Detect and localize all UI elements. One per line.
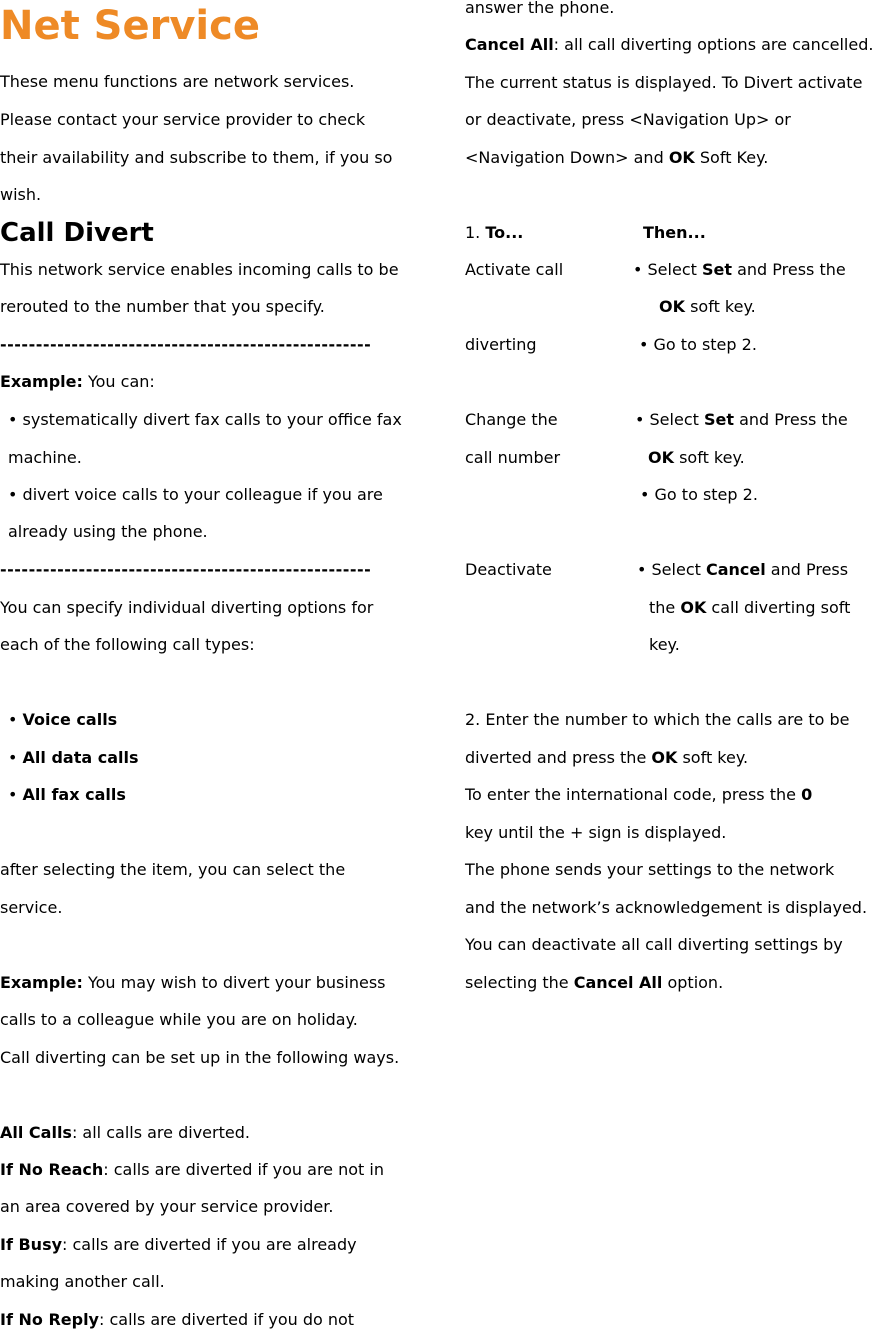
row-3-then-1: • Select Cancel and Press (637, 560, 849, 579)
row-1-then-1-cont: OK soft key. (659, 297, 756, 316)
row-1-action-cont: diverting (465, 335, 537, 354)
options-intro-line-2: each of the following call types: (0, 635, 255, 654)
separator-2: ---------------------------------------------------- (0, 560, 372, 579)
separator: ---------------------------------------------------- (0, 335, 372, 354)
row-3-then-2: the OK call diverting soft (649, 598, 851, 617)
table-header-to: 1. To... (465, 223, 524, 242)
option-if-busy: If Busy: calls are diverted if you are already (0, 1235, 357, 1254)
status-line-1: The current status is displayed. To Divert activate (465, 73, 863, 92)
status-line-3: <Navigation Down> and OK Soft Key. (465, 148, 769, 167)
example-1-bullet-2: • divert voice calls to your colleague if you are (8, 485, 383, 504)
after-select-line-2: service. (0, 898, 63, 917)
option-if-busy-cont: making another call. (0, 1272, 165, 1291)
deactivate-line-2: selecting the Cancel All option. (465, 973, 724, 992)
row-3-action: Deactivate (465, 560, 552, 579)
option-if-no-reach: If No Reach: calls are diverted if you are not in (0, 1160, 384, 1179)
section-intro-line-2: rerouted to the number that you specify. (0, 297, 325, 316)
example-1-bullet-1-cont: machine. (8, 448, 82, 467)
call-type-fax: • All fax calls (8, 785, 126, 804)
intl-code-line-1: To enter the international code, press the 0 (465, 785, 813, 804)
table-header-then: Then... (643, 223, 706, 242)
call-type-data: • All data calls (8, 748, 139, 767)
example-1 (0, 372, 155, 392)
section-intro-line-1: This network service enables incoming calls to be (0, 260, 399, 279)
option-all-calls: All Calls: all calls are diverted. (0, 1123, 250, 1142)
example-1-text: You can: (82, 372, 155, 391)
example-2: Example: You may wish to divert your business (0, 973, 386, 992)
intro-line-3: their availability and subscribe to them, if you so (0, 148, 393, 167)
option-if-no-reach-cont: an area covered by your service provider. (0, 1197, 334, 1216)
example-1-bullet-1: • systematically divert fax calls to your office fax (8, 410, 402, 429)
options-intro-line-1: You can specify individual diverting options for (0, 598, 374, 617)
example-2-label: Example: (0, 973, 83, 992)
row-1-then-1: • Select Set and Press the (633, 260, 846, 279)
row-1-then-2: • Go to step 2. (639, 335, 757, 354)
example-1-bullet-2-cont: already using the phone. (8, 522, 208, 541)
page-title: Net Service (0, 3, 260, 49)
continued-line: answer the phone. (465, 0, 615, 17)
deactivate-line-1: You can deactivate all call diverting settings by (465, 935, 843, 954)
example-1-label: Example: (0, 372, 83, 391)
status-line-2: or deactivate, press <Navigation Up> or (465, 110, 791, 129)
row-1-action: Activate call (465, 260, 564, 279)
section-title: Call Divert (0, 218, 154, 248)
after-select-line-1: after selecting the item, you can select the (0, 860, 346, 879)
option-if-no-reply: If No Reply: calls are diverted if you do not (0, 1310, 355, 1329)
row-2-then-1: • Select Set and Press the (635, 410, 848, 429)
row-3-then-3: key. (649, 635, 680, 654)
row-2-action-cont: call number (465, 448, 561, 467)
intro-line-4: wish. (0, 185, 42, 204)
intro-line-2: Please contact your service provider to check (0, 110, 366, 129)
send-line-2: and the network’s acknowledgement is displayed. (465, 898, 868, 917)
call-type-voice: • Voice calls (8, 710, 118, 729)
example-2-line-3: Call diverting can be set up in the following ways. (0, 1048, 400, 1067)
intl-code-line-2: key until the + sign is displayed. (465, 823, 727, 842)
row-2-then-1-cont: OK soft key. (648, 448, 745, 467)
row-2-action: Change the (465, 410, 558, 429)
step-2-line-2: diverted and press the OK soft key. (465, 748, 749, 767)
send-line-1: The phone sends your settings to the network (465, 860, 835, 879)
step-2-line-1: 2. Enter the number to which the calls are to be (465, 710, 850, 729)
row-2-then-2: • Go to step 2. (640, 485, 758, 504)
option-cancel-all: Cancel All: all call diverting options are cancelled. (465, 35, 874, 54)
example-2-line-2: calls to a colleague while you are on holiday. (0, 1010, 358, 1029)
intro-line-1: These menu functions are network services. (0, 72, 355, 91)
